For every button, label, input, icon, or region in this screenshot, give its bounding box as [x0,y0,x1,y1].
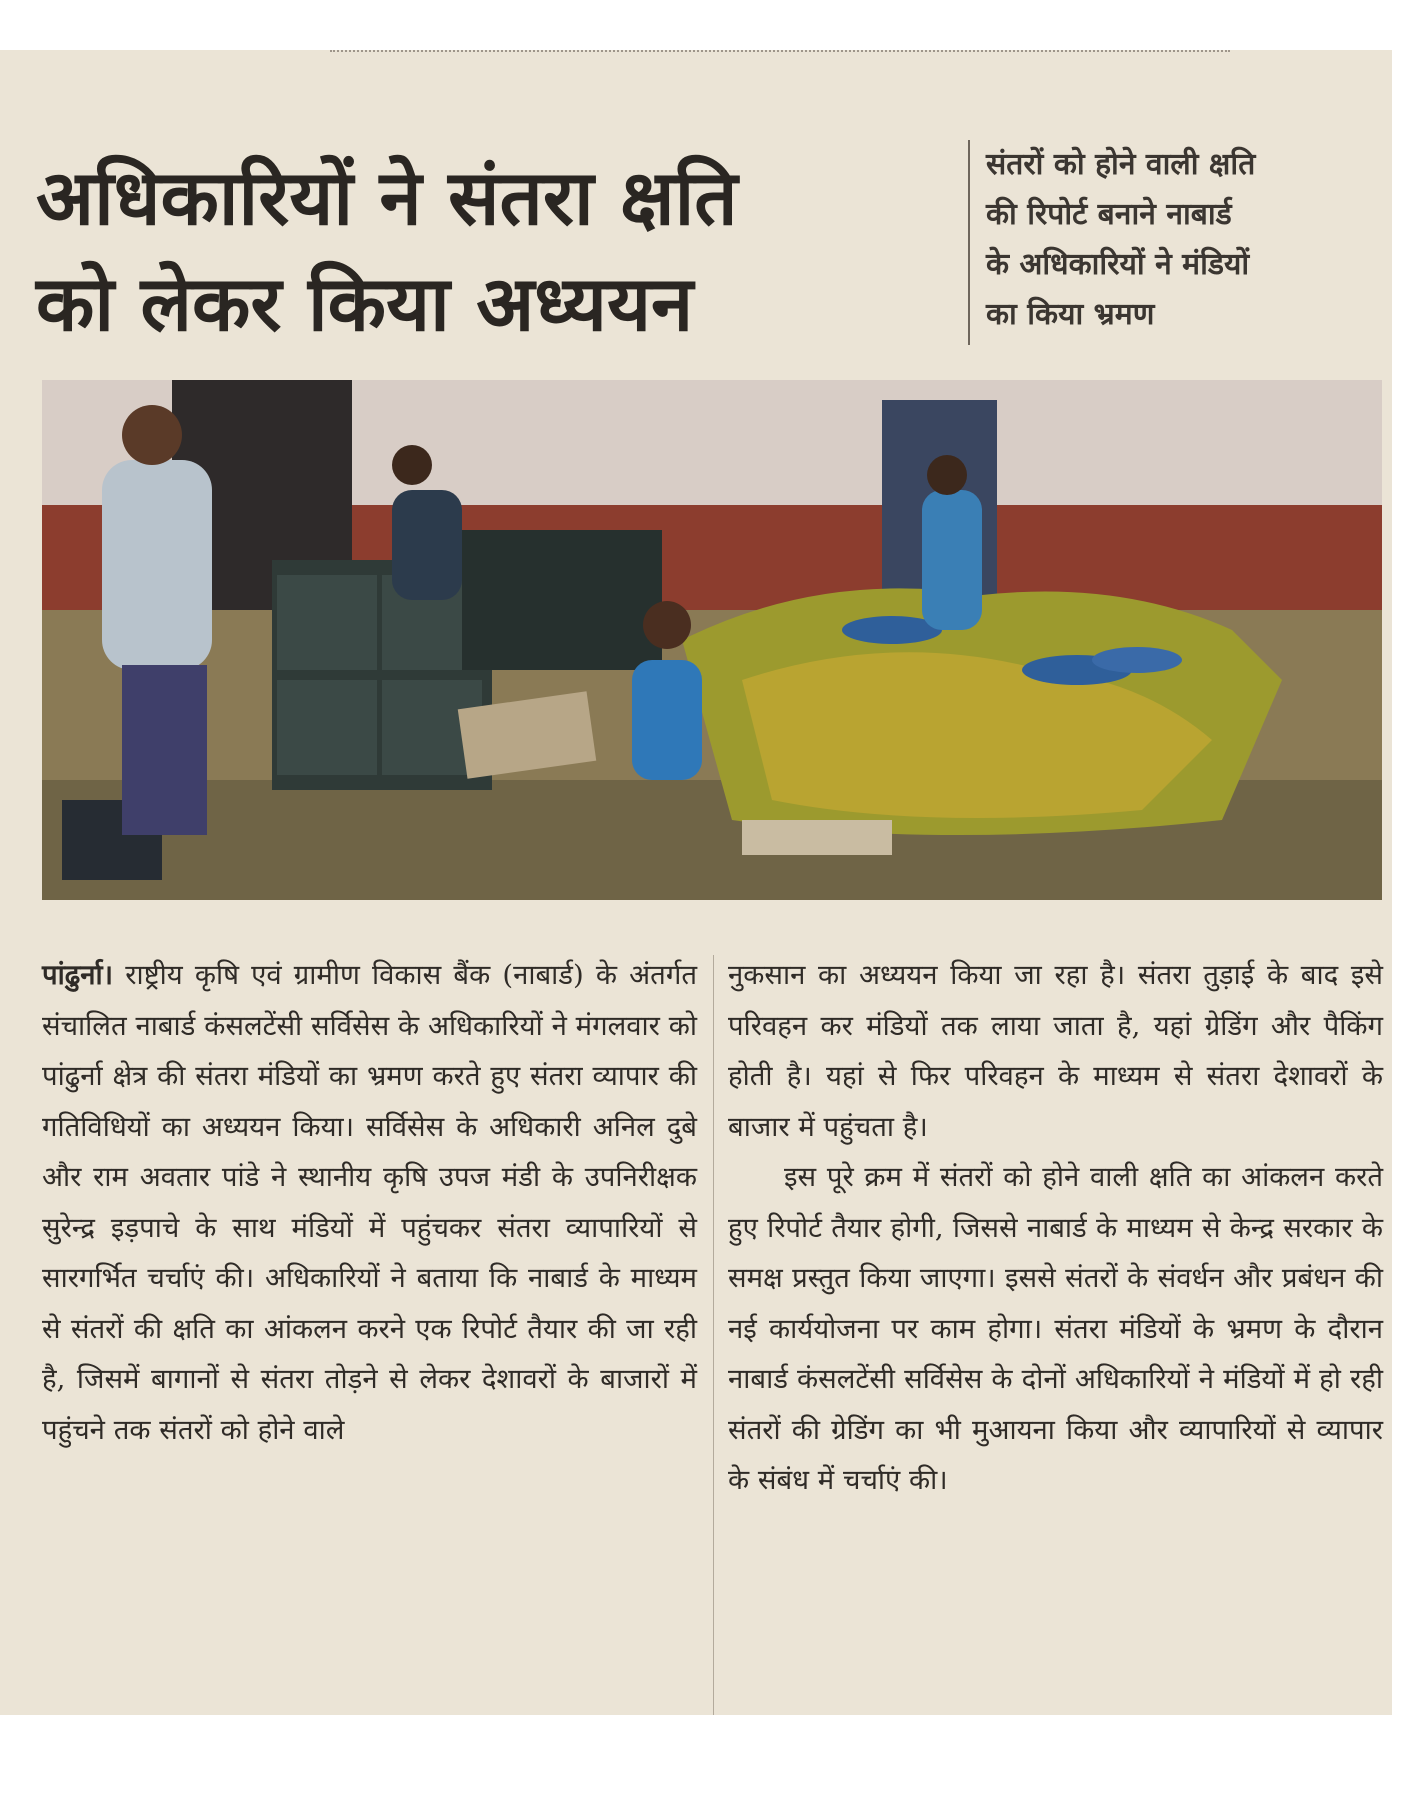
subheadline-line-2: की रिपोर्ट बनाने नाबार्ड [986,197,1232,232]
article-column-1-text: राष्ट्रीय कृषि एवं ग्रामीण विकास बैंक (नाबार्ड) के अंतर्गत संचालित नाबार्ड कंसलटेंसी सर्विसेस के अधिकारियों ने मंगलवार को पांढुर्ना क्षेत्र की संतरा मंडियों का भ्रमण करते हुए संतरा व्यापार की गतिविधियों का अध्ययन किया। सर्विसेस के अधिकारी अनिल दुबे और राम अवतार पांडे ने स्थानीय कृषि उपज मंडी के उपनिरीक्षक सुरेन्द्र इड़पाचे के साथ मंडियों में पहुंचकर संतरा व्यापारियों से सारगर्भित चर्चाएं की। अधिकारियों ने बताया कि नाबार्ड के माध्यम से संतरों की क्षति का आंकलन करने एक रिपोर्ट तैयार की जा रही है, जिसमें बागानों से संतरा तोड़ने से लेकर देशावरों के बाजारों में पहुंचने तक संतरों को होने वाले [42,959,697,1446]
subheadline-line-1: संतरों को होने वाली क्षति [986,147,1256,182]
headline [36,145,936,357]
dateline: पांढुर्ना। [42,959,114,991]
article-paragraph-2 [728,1152,1383,1506]
torn-top-edge [330,50,1230,66]
article-paragraph-2-text: इस पूरे क्रम में संतरों को होने वाली क्षति का आंकलन करते हुए रिपोर्ट तैयार होगी, जिससे नाबार्ड के माध्यम से केन्द्र सरकार के समक्ष प्रस्तुत किया जाएगा। इससे संतरों के संवर्धन और प्रबंधन की नई कार्ययोजना पर काम होगा। संतरा मंडियों के भ्रमण के दौरान नाबार्ड कंसलटेंसी सर्विसेस के दोनों अधिकारियों ने मंडियों में हो रही संतरों की ग्रेडिंग का भी मुआयना किया और व्यापारियों से व्यापार के संबंध में चर्चाएं की। [728,1161,1383,1496]
photo-illustration [42,380,1382,900]
subheadline-line-4: का किया भ्रमण [986,297,1155,332]
headline-line-2: को लेकर किया अध्ययन [36,259,694,348]
article-paragraph-1: नुकसान का अध्ययन किया जा रहा है। संतरा तुड़ाई के बाद इसे परिवहन कर मंडियों तक लाया जाता है, यहां ग्रेडिंग और पैकिंग होती है। यहां से फिर परिवहन के माध्यम से संतरा देशावरों के बाजार में पहुंचता है। [728,959,1383,1143]
headline-divider [968,140,970,345]
subheadline-line-3: के अधिकारियों ने मंडियों [986,247,1250,282]
subheadline [986,140,1386,340]
column-divider [713,955,714,1715]
article-column-2 [728,950,1383,1506]
headline-line-1: अधिकारियों ने संतरा क्षति [36,153,738,242]
newspaper-clipping [0,50,1392,1715]
news-photo-orange-market [42,380,1382,900]
article-column-1 [42,950,697,1455]
